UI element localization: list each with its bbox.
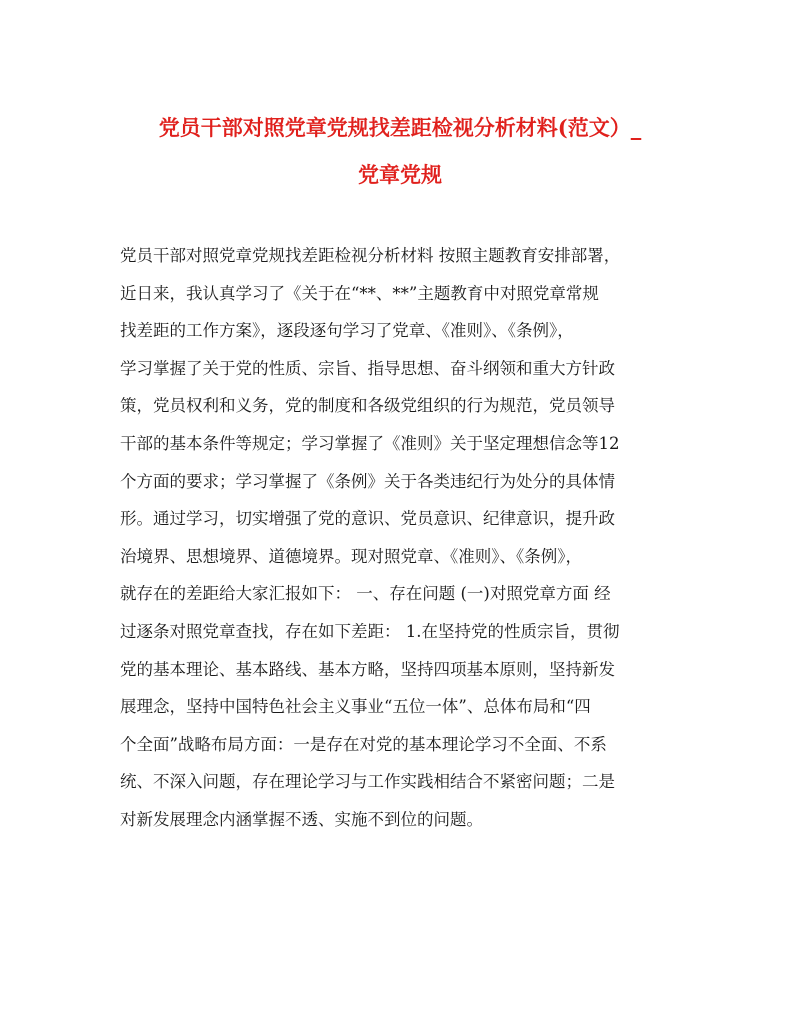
body-line: 干部的基本条件等规定；学习掌握了《准则》关于坚定理想信念等12 — [120, 433, 620, 453]
body-line: 对新发展理念内涵掌握不透、实施不到位的问题。 — [120, 809, 483, 829]
document-title — [100, 104, 700, 198]
body-line: 学习掌握了关于党的性质、宗旨、指导思想、奋斗纲领和重大方针政 — [120, 358, 615, 378]
title-line-2: 党章党规 — [358, 162, 442, 187]
body-line: 展理念，坚持中国特色社会主义事业“五位一体”、总体布局和“四 — [120, 697, 591, 717]
body-line: 党的基本理论、基本路线、基本方略，坚持四项基本原则，坚持新发 — [120, 659, 615, 679]
body-line: 过逐条对照党章查找，存在如下差距： 1.在坚持党的性质宗旨，贯彻 — [120, 621, 620, 641]
body-line: 策，党员权利和义务，党的制度和各级党组织的行为规范，党员领导 — [120, 396, 615, 416]
title-line-1: 党员干部对照党章党规找差距检视分析材料(范文）_ — [158, 115, 642, 140]
body-line: 近日来，我认真学习了《关于在“**、**”主题教育中对照党章常规 — [120, 283, 599, 303]
body-line: 党员干部对照党章党规找差距检视分析材料 按照主题教育安排部署， — [120, 246, 621, 265]
body-line: 就存在的差距给大家汇报如下： 一、存在问题 (一)对照党章方面 经 — [120, 584, 611, 604]
body-line: 统、不深入问题，存在理论学习与工作实践相结合不紧密问题；二是 — [120, 772, 615, 792]
body-line: 治境界、思想境界、道德境界。现对照党章、《准则》、《条例》， — [120, 546, 582, 566]
body-line: 形。通过学习，切实增强了党的意识、党员意识、纪律意识，提升政 — [120, 509, 615, 529]
body-line: 个方面的要求；学习掌握了《条例》关于各类违纪行为处分的具体情 — [120, 471, 615, 491]
document-body — [120, 237, 680, 839]
body-line: 个全面”战略布局方面：一是存在对党的基本理论学习不全面、不系 — [120, 734, 607, 754]
body-line: 找差距的工作方案》，逐段逐句学习了党章、《准则》、《条例》， — [120, 321, 574, 341]
